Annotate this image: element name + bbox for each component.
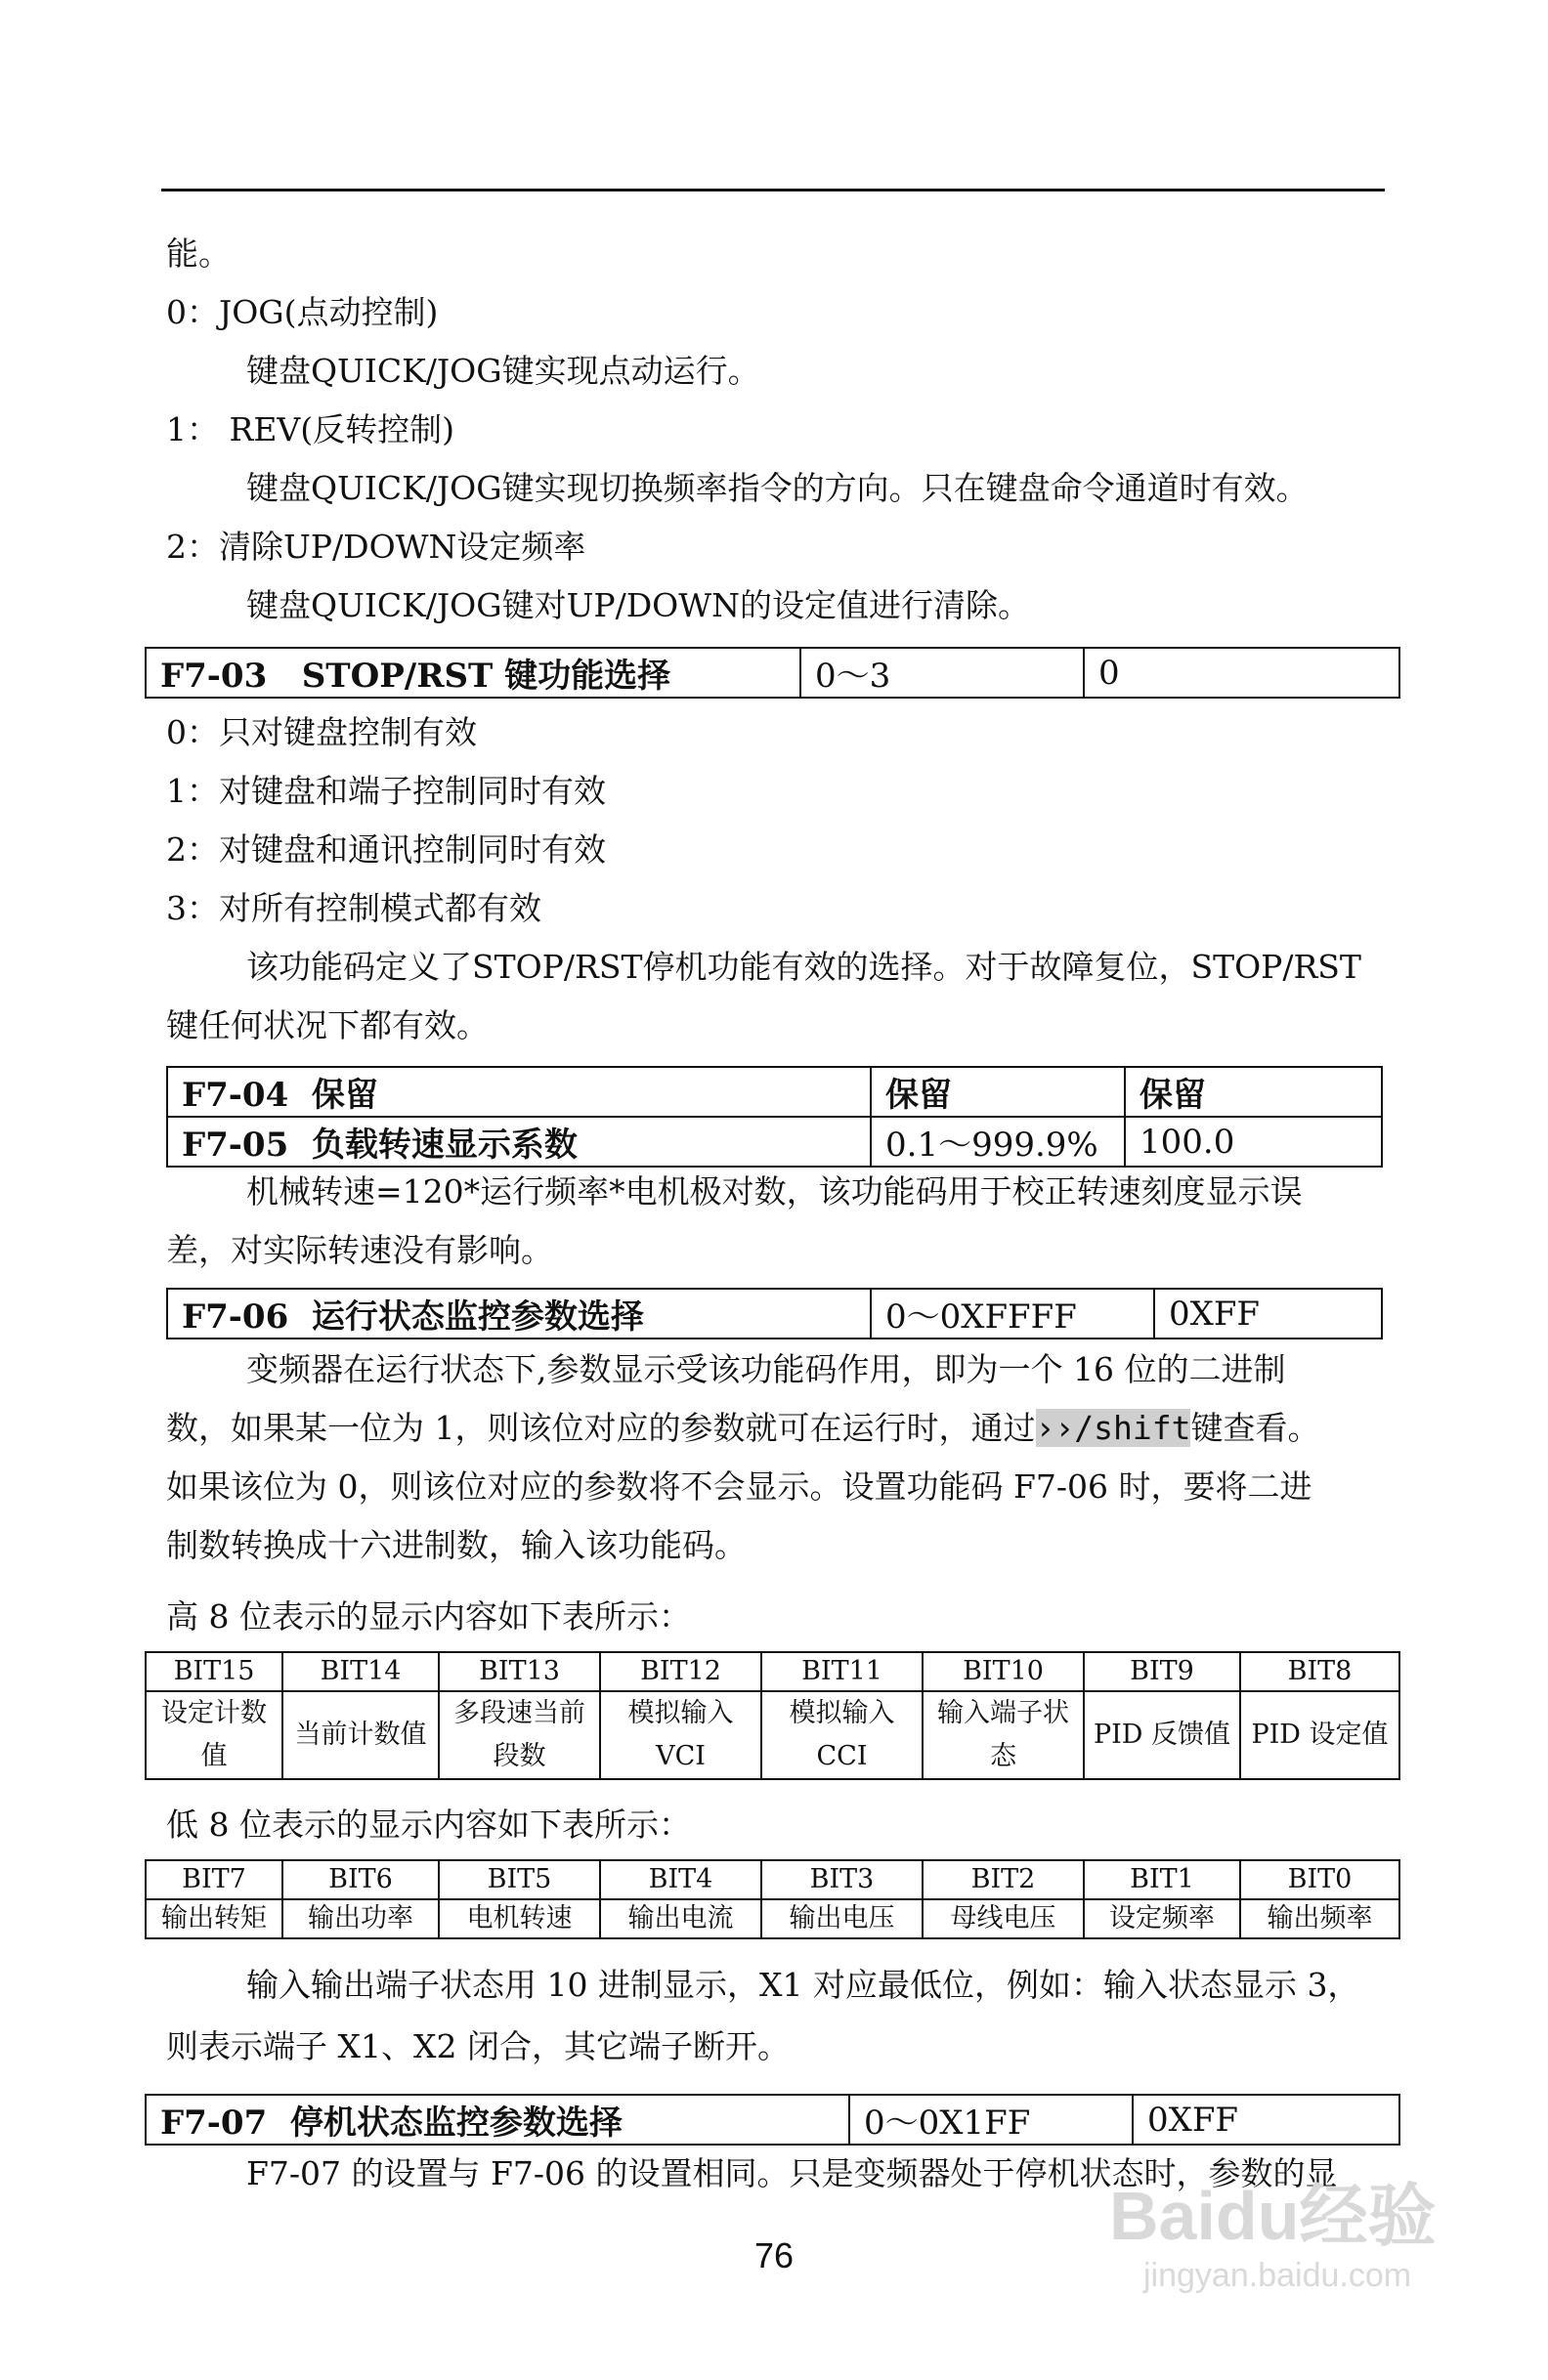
bit-desc-line: 设定计数 <box>161 1698 267 1728</box>
bit-desc-line: 段数 <box>493 1741 546 1771</box>
f706-note-1: 输入输出端子状态用 10 进制显示，X1 对应最低位，例如：输入状态显示 3， <box>246 1966 1360 2004</box>
bit-header: BIT3 <box>761 1860 923 1899</box>
bit-header: BIT14 <box>282 1652 439 1691</box>
f706-desc-4: 制数转换成十六进制数，输入该功能码。 <box>166 1526 747 1564</box>
f706-desc-1: 变频器在运行状态下,参数显示受该功能码作用，即为一个 16 位的二进制 <box>246 1350 1286 1388</box>
bit-desc-line: 值 <box>200 1741 228 1771</box>
bit-desc: 设定频率 <box>1084 1899 1240 1938</box>
f703-option-0: 0：只对键盘控制有效 <box>166 713 477 751</box>
intro-line-1: 能。 <box>166 234 231 273</box>
bit-header: BIT9 <box>1084 1652 1240 1691</box>
intro-line-4: 1： REV(反转控制) <box>166 410 455 448</box>
bit-header: BIT11 <box>761 1652 923 1691</box>
param-default: 100.0 <box>1125 1117 1382 1167</box>
param-code-name <box>167 1067 871 1117</box>
bit-desc <box>761 1691 923 1779</box>
param-code-name <box>146 2095 849 2145</box>
f706-desc-2 <box>166 1409 1319 1448</box>
param-row-f7-03 <box>145 647 1400 699</box>
bit-header: BIT6 <box>282 1860 439 1899</box>
bit-desc: 当前计数值 <box>282 1691 439 1779</box>
high-bits-table <box>145 1651 1400 1780</box>
param-name: 负载转速显示系数 <box>311 1126 578 1165</box>
shift-key-label: ››/shift <box>1035 1409 1191 1447</box>
bit-desc-line: 态 <box>990 1741 1016 1771</box>
low-bits-header-row <box>146 1860 1399 1899</box>
bit-header: BIT1 <box>1084 1860 1240 1899</box>
bit-desc-line: CCI <box>816 1741 868 1771</box>
param-name: 运行状态监控参数选择 <box>311 1297 644 1337</box>
low-bits-desc-row <box>146 1899 1399 1938</box>
bit-desc: PID 设定值 <box>1240 1691 1399 1779</box>
bit-desc <box>439 1691 600 1779</box>
bit-desc: 母线电压 <box>923 1899 1084 1938</box>
intro-line-7: 键盘QUICK/JOG键对UP/DOWN的设定值进行清除。 <box>246 586 1031 624</box>
bit-desc-line: 模拟输入 <box>627 1698 734 1728</box>
intro-line-5: 键盘QUICK/JOG键实现切换频率指令的方向。只在键盘命令通道时有效。 <box>246 469 1309 507</box>
bit-desc <box>600 1691 761 1779</box>
bit-desc-line: 输入端子状 <box>937 1698 1069 1728</box>
bit-header: BIT5 <box>439 1860 600 1899</box>
param-code: F7-07 <box>160 2104 268 2143</box>
bit-desc: 电机转速 <box>439 1899 600 1938</box>
param-default: 保留 <box>1125 1067 1382 1117</box>
f706-desc-3: 如果该位为 0，则该位对应的参数将不会显示。设置功能码 F7-06 时，要将二进 <box>166 1467 1312 1506</box>
header-rule <box>161 189 1385 191</box>
f705-desc-2: 差，对实际转速没有影响。 <box>166 1231 553 1269</box>
param-default: 0XFF <box>1154 1289 1382 1339</box>
bit-desc <box>146 1691 282 1779</box>
f706-desc-2a: 数，如果某一位为 1，则该位对应的参数就可在运行时，通过 <box>166 1409 1036 1447</box>
bit-header: BIT12 <box>600 1652 761 1691</box>
watermark-url: jingyan.baidu.com <box>1143 2257 1412 2294</box>
f703-option-2: 2：对键盘和通讯控制同时有效 <box>166 830 606 869</box>
param-row-f7-04 <box>167 1067 1382 1117</box>
bit-header: BIT10 <box>923 1652 1084 1691</box>
param-name: 停机状态监控参数选择 <box>289 2104 623 2143</box>
bit-desc: 输出电流 <box>600 1899 761 1938</box>
param-code-name <box>167 1117 871 1167</box>
f707-desc: F7-07 的设置与 F7-06 的设置相同。只是变频器处于停机状态时，参数的显 <box>246 2154 1338 2192</box>
bit-header: BIT15 <box>146 1652 282 1691</box>
param-code: F7-03 <box>160 657 268 696</box>
f703-desc-2: 键任何状况下都有效。 <box>166 1006 489 1044</box>
bit-desc: 输出转矩 <box>146 1899 282 1938</box>
f703-option-1: 1：对键盘和端子控制同时有效 <box>166 772 606 810</box>
bit-desc-line: 多段速当前 <box>453 1698 585 1728</box>
intro-line-6: 2：清除UP/DOWN设定频率 <box>166 528 586 566</box>
param-code: F7-04 <box>182 1076 289 1115</box>
intro-line-2: 0：JOG(点动控制) <box>166 293 439 331</box>
param-code-name <box>167 1289 871 1339</box>
param-row-f7-06 <box>166 1288 1383 1339</box>
param-code: F7-05 <box>182 1126 289 1165</box>
param-row-f7-07 <box>145 2094 1400 2146</box>
bit-desc: PID 反馈值 <box>1084 1691 1240 1779</box>
f706-note-2: 则表示端子 X1、X2 闭合，其它端子断开。 <box>166 2027 790 2065</box>
bit-desc: 输出频率 <box>1240 1899 1399 1938</box>
low-table-title: 低 8 位表示的显示内容如下表所示： <box>166 1806 691 1844</box>
intro-line-3: 键盘QUICK/JOG键实现点动运行。 <box>246 352 760 390</box>
f703-option-3: 3：对所有控制模式都有效 <box>166 889 541 927</box>
bit-header: BIT4 <box>600 1860 761 1899</box>
bit-header: BIT0 <box>1240 1860 1399 1899</box>
param-range: 保留 <box>871 1067 1125 1117</box>
f703-desc-1: 该功能码定义了STOP/RST停机功能有效的选择。对于故障复位，STOP/RST <box>246 948 1361 986</box>
param-range: 0.1～999.9% <box>871 1117 1125 1167</box>
bit-header: BIT8 <box>1240 1652 1399 1691</box>
watermark-brand: Baidu经验 <box>1109 2178 1437 2254</box>
high-bits-desc-row <box>146 1691 1399 1779</box>
param-range: 0～0X1FF <box>849 2095 1133 2145</box>
page-number: 76 <box>753 2235 795 2275</box>
param-default: 0 <box>1084 648 1399 698</box>
bit-header: BIT13 <box>439 1652 600 1691</box>
bit-desc: 输出电压 <box>761 1899 923 1938</box>
bit-desc-line: 模拟输入 <box>789 1698 895 1728</box>
bit-desc-line: VCI <box>656 1741 706 1771</box>
bit-desc <box>923 1691 1084 1779</box>
bit-desc: 输出功率 <box>282 1899 439 1938</box>
baidu-jingyan-watermark <box>1104 2171 1437 2298</box>
param-table-f7-04-05 <box>166 1066 1383 1168</box>
param-code-name <box>146 648 800 698</box>
param-default: 0XFF <box>1133 2095 1399 2145</box>
bit-header: BIT2 <box>923 1860 1084 1899</box>
high-table-title: 高 8 位表示的显示内容如下表所示： <box>166 1597 691 1636</box>
f706-desc-2b: 键查看。 <box>1190 1409 1320 1447</box>
f705-desc-1: 机械转速=120*运行频率*电机极对数，该功能码用于校正转速刻度显示误 <box>246 1172 1303 1211</box>
param-row-f7-05 <box>167 1117 1382 1167</box>
param-code: F7-06 <box>182 1297 289 1337</box>
param-range: 0～3 <box>800 648 1084 698</box>
param-name: 保留 <box>311 1076 378 1115</box>
bit-header: BIT7 <box>146 1860 282 1899</box>
param-range: 0～0XFFFF <box>871 1289 1154 1339</box>
high-bits-header-row <box>146 1652 1399 1691</box>
low-bits-table <box>145 1859 1400 1939</box>
param-name: STOP/RST 键功能选择 <box>301 657 671 696</box>
